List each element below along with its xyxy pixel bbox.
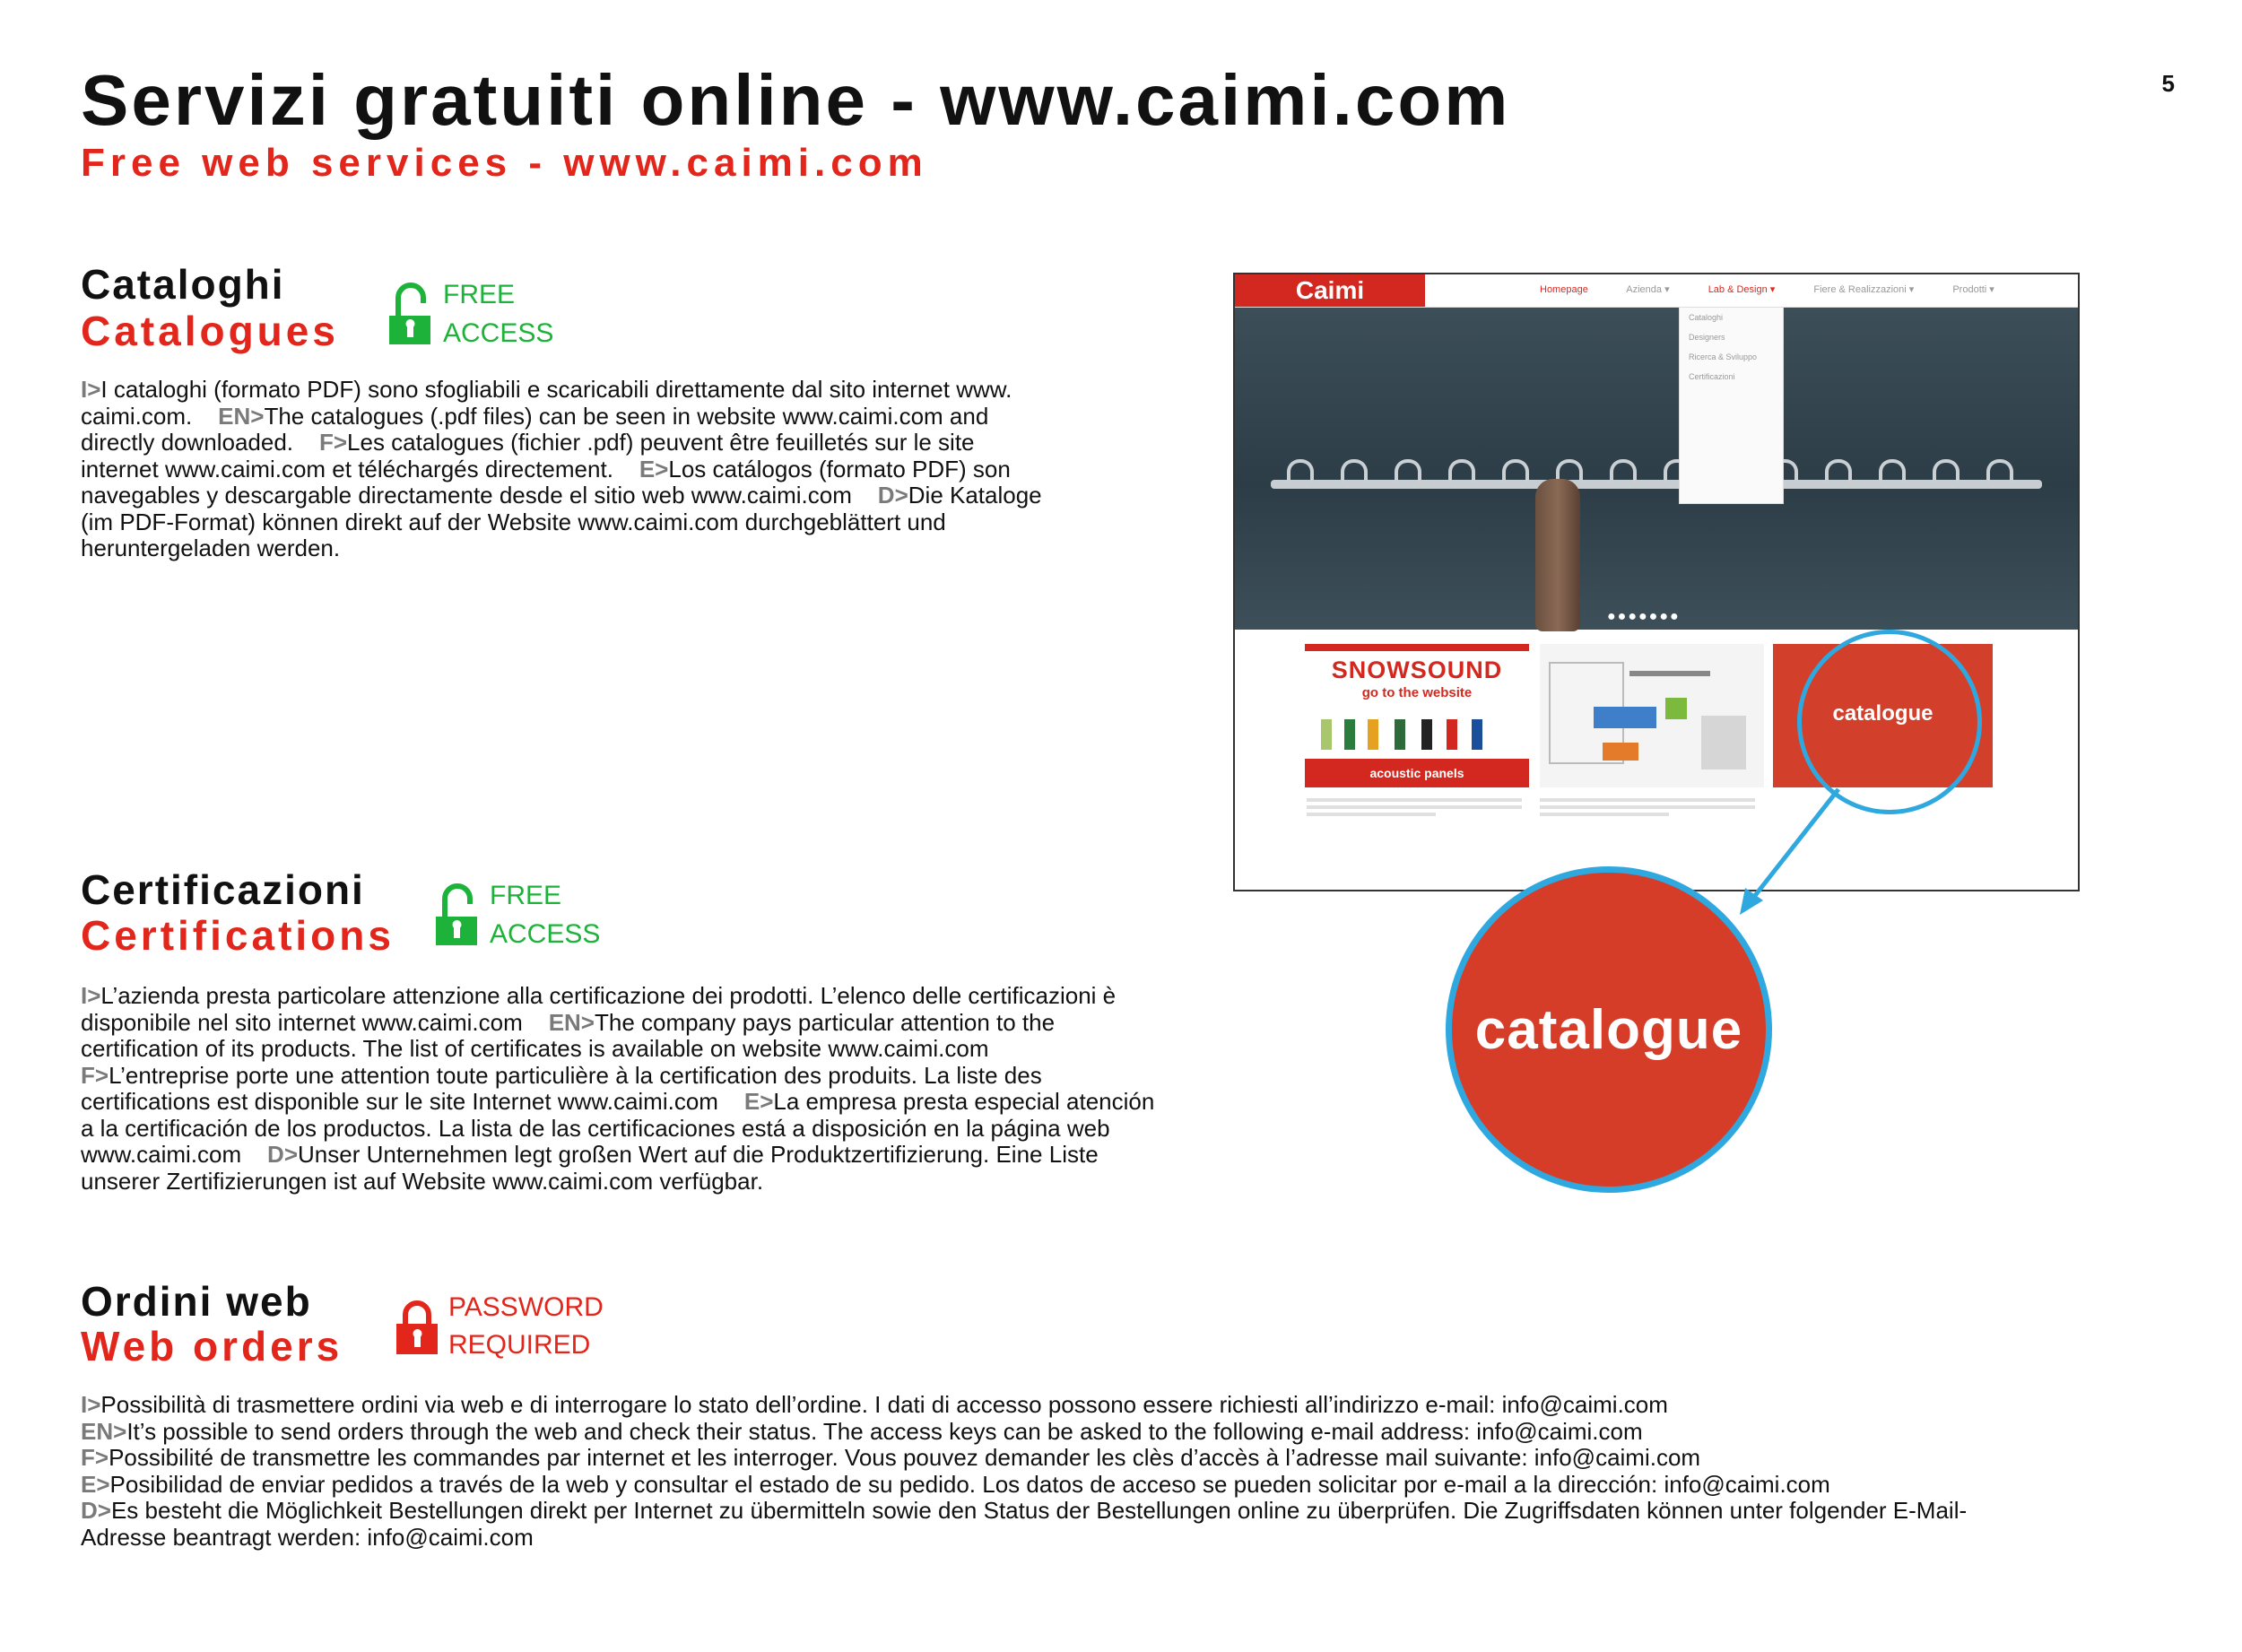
- snowsound-subtitle: go to the website: [1361, 685, 1473, 700]
- scarf: [1535, 479, 1580, 631]
- table-image: [1629, 671, 1710, 676]
- panel: [1447, 719, 1457, 750]
- menu-item[interactable]: Prodotti ▾: [1952, 284, 1994, 295]
- section-certifications-title-en: Certifications: [81, 912, 395, 959]
- caimi-logo[interactable]: Caimi: [1235, 274, 1425, 307]
- text-en: It’s possible to send orders through the web and check their status. The access keys can be asked to the following e-mail address: info@caimi.com: [126, 1417, 1643, 1445]
- dropdown-item[interactable]: Designers: [1689, 333, 1725, 342]
- website-navbar: [1235, 274, 2078, 308]
- catalogue-callout-label: catalogue: [1474, 998, 1743, 1061]
- website-menu: [1540, 283, 2030, 295]
- text-de: Es besteht die Möglichkeit Bestellungen direkt per Internet zu übermitteln sowie den Status der Bestellungen online zu überprüfen. Die Zugriffsdaten können unter folgender E-Mail-Adresse beantragt werden: info@caimi.com: [81, 1497, 1968, 1551]
- lang-tag: I>: [81, 982, 101, 1009]
- text-fr: L’entreprise porte une attention toute particulière à la certification des produits. La liste des certifications est disponible sur le site Internet www.caimi.com: [81, 1061, 1042, 1115]
- page-title: Servizi gratuiti online - www.caimi.com: [81, 60, 1511, 140]
- dropdown-item[interactable]: Ricerca & Sviluppo: [1689, 352, 1758, 361]
- panel: [1395, 719, 1405, 750]
- lang-tag: E>: [639, 455, 669, 483]
- lang-tag: EN>: [548, 1008, 595, 1036]
- lang-tag: EN>: [218, 402, 265, 430]
- lang-tag: E>: [743, 1088, 774, 1115]
- free-access-line2: ACCESS: [443, 318, 554, 348]
- password-required-line2: REQUIRED: [448, 1330, 591, 1360]
- chair-image: [1665, 698, 1687, 719]
- bench-image: [1603, 743, 1638, 761]
- lang-tag: F>: [81, 1444, 109, 1471]
- lang-tag: D>: [267, 1141, 299, 1168]
- menu-item[interactable]: Lab & Design ▾: [1708, 284, 1776, 295]
- snowsound-tile[interactable]: [1305, 644, 1529, 787]
- section-catalogues-title-it: Cataloghi: [81, 261, 285, 308]
- snowsound-title: SNOWSOUND: [1331, 656, 1503, 683]
- hero-image: [1235, 307, 2078, 630]
- lang-tag: F>: [318, 429, 348, 456]
- text-fr: Possibilité de transmettre les commandes par internet et les interroger. Vous pouvez demander les clès d’accès à l’adresse mail suivante: info@caimi.com: [109, 1444, 1701, 1471]
- text-de: Unser Unternehmen legt großen Wert auf die Produktzertifizierung. Eine Liste unserer Zertifizierungen ist auf Website www.caimi.com verfügbar.: [81, 1141, 1099, 1195]
- dropdown-item[interactable]: Cataloghi: [1689, 313, 1724, 322]
- text-es: Los catálogos (formato PDF) son navegables y descargable directamente desde el sitio web www.caimi.com: [81, 455, 1011, 509]
- text-es: La empresa presta especial atención a la certificación de los productos. La lista de las certificaciones está a disposición en la página web www.caimi.com: [81, 1088, 1155, 1168]
- hook: [1448, 459, 1475, 483]
- section-catalogues-text: [81, 377, 1058, 562]
- unlocked-padlock-icon: [434, 877, 479, 913]
- free-access-line2: ACCESS: [490, 919, 601, 949]
- tile-caption-placeholder: [1307, 795, 1522, 820]
- text-en: The catalogues (.pdf files) can be seen in website www.caimi.com and directly downloaded.: [81, 402, 989, 456]
- hook: [1395, 459, 1421, 483]
- panel: [1344, 719, 1355, 750]
- section-catalogues-title-en: Catalogues: [81, 308, 339, 354]
- free-access-line1: FREE: [490, 881, 562, 910]
- lang-tag: E>: [81, 1470, 110, 1498]
- menu-item[interactable]: Homepage: [1540, 284, 1588, 295]
- dropdown-item[interactable]: Certificazioni: [1689, 372, 1735, 381]
- section-certifications-title-it: Certificazioni: [81, 866, 365, 913]
- lang-tag: EN>: [81, 1417, 127, 1445]
- website-screenshot: [1233, 273, 2080, 891]
- text-es: Posibilidad de enviar pedidos a través de la web y consultar el estado de su pedido. Los datos de acceso se pueden solicitar por e-mail a la dirección: info@caimi.com: [109, 1470, 1830, 1498]
- lang-tag: I>: [81, 1391, 101, 1418]
- hook: [1933, 459, 1960, 483]
- panel: [1368, 719, 1378, 750]
- text-it: L’azienda presta particolare attenzione alla certificazione dei prodotti. L’elenco delle certificazioni è disponibile nel sito internet www.caimi.com: [81, 982, 1117, 1036]
- menu-item[interactable]: Azienda ▾: [1626, 284, 1670, 295]
- lang-tag: F>: [81, 1061, 109, 1089]
- panel: [1321, 719, 1332, 750]
- panel: [1472, 719, 1482, 750]
- partition-image: [1701, 716, 1746, 769]
- section-orders-title-it: Ordini web: [81, 1278, 312, 1325]
- section-orders-title-en: Web orders: [81, 1323, 343, 1369]
- page-subtitle: Free web services - www.caimi.com: [81, 141, 928, 185]
- lang-tag: D>: [877, 482, 908, 509]
- menu-item[interactable]: Fiere & Realizzazioni ▾: [1813, 284, 1915, 295]
- lang-tag: I>: [81, 376, 101, 403]
- text-it: Possibilità di trasmettere ordini via web e di interrogare lo stato dell’ordine. I dati di accesso possono essere richiesti all’indirizzo e-mail: info@caimi.com: [100, 1391, 1668, 1418]
- text-it: I cataloghi (formato PDF) sono sfogliabili e scaricabili direttamente dal sito internet www. caimi.com.: [81, 376, 1012, 430]
- hook: [1986, 459, 2013, 483]
- hook: [1502, 459, 1529, 483]
- password-required-line1: PASSWORD: [448, 1292, 604, 1322]
- hook: [1610, 459, 1637, 483]
- section-orders-text: [81, 1392, 2143, 1551]
- hook: [1287, 459, 1314, 483]
- locked-padlock-icon: [395, 1297, 439, 1333]
- callout-arrow: [1704, 771, 1901, 933]
- hook: [1879, 459, 1906, 483]
- page-number: 5: [2161, 70, 2175, 97]
- lab-design-dropdown: [1679, 307, 1784, 504]
- text-de: Die Kataloge (im PDF-Format) können direkt auf der Website www.caimi.com durchgeblättert und heruntergeladen werden.: [81, 482, 1042, 561]
- text-fr: Les catalogues (fichier .pdf) peuvent être feuilletés sur le site internet www.caimi.com et téléchargés directement.: [81, 429, 975, 483]
- products-tile[interactable]: [1540, 644, 1764, 787]
- catalogue-tile-label: catalogue: [1832, 701, 1934, 726]
- tile-bar: [1305, 644, 1529, 651]
- free-access-line1: FREE: [443, 280, 516, 309]
- hook: [1341, 459, 1368, 483]
- text-en: The company pays particular attention to the certification of its products. The list of certificates is available on website www.caimi.com: [81, 1008, 1056, 1062]
- lang-tag: D>: [81, 1497, 111, 1524]
- panel: [1421, 719, 1432, 750]
- hook-rail: [1271, 480, 2042, 489]
- carousel-dots[interactable]: ●●●●●●●: [1607, 609, 1681, 624]
- hook: [1825, 459, 1852, 483]
- section-certifications-text: [81, 983, 1157, 1195]
- unlocked-padlock-icon: [387, 276, 432, 312]
- catalogue-zoom-callout: [1446, 866, 1772, 1193]
- acoustic-panels-label: acoustic panels: [1305, 759, 1529, 787]
- seating-image: [1594, 707, 1656, 728]
